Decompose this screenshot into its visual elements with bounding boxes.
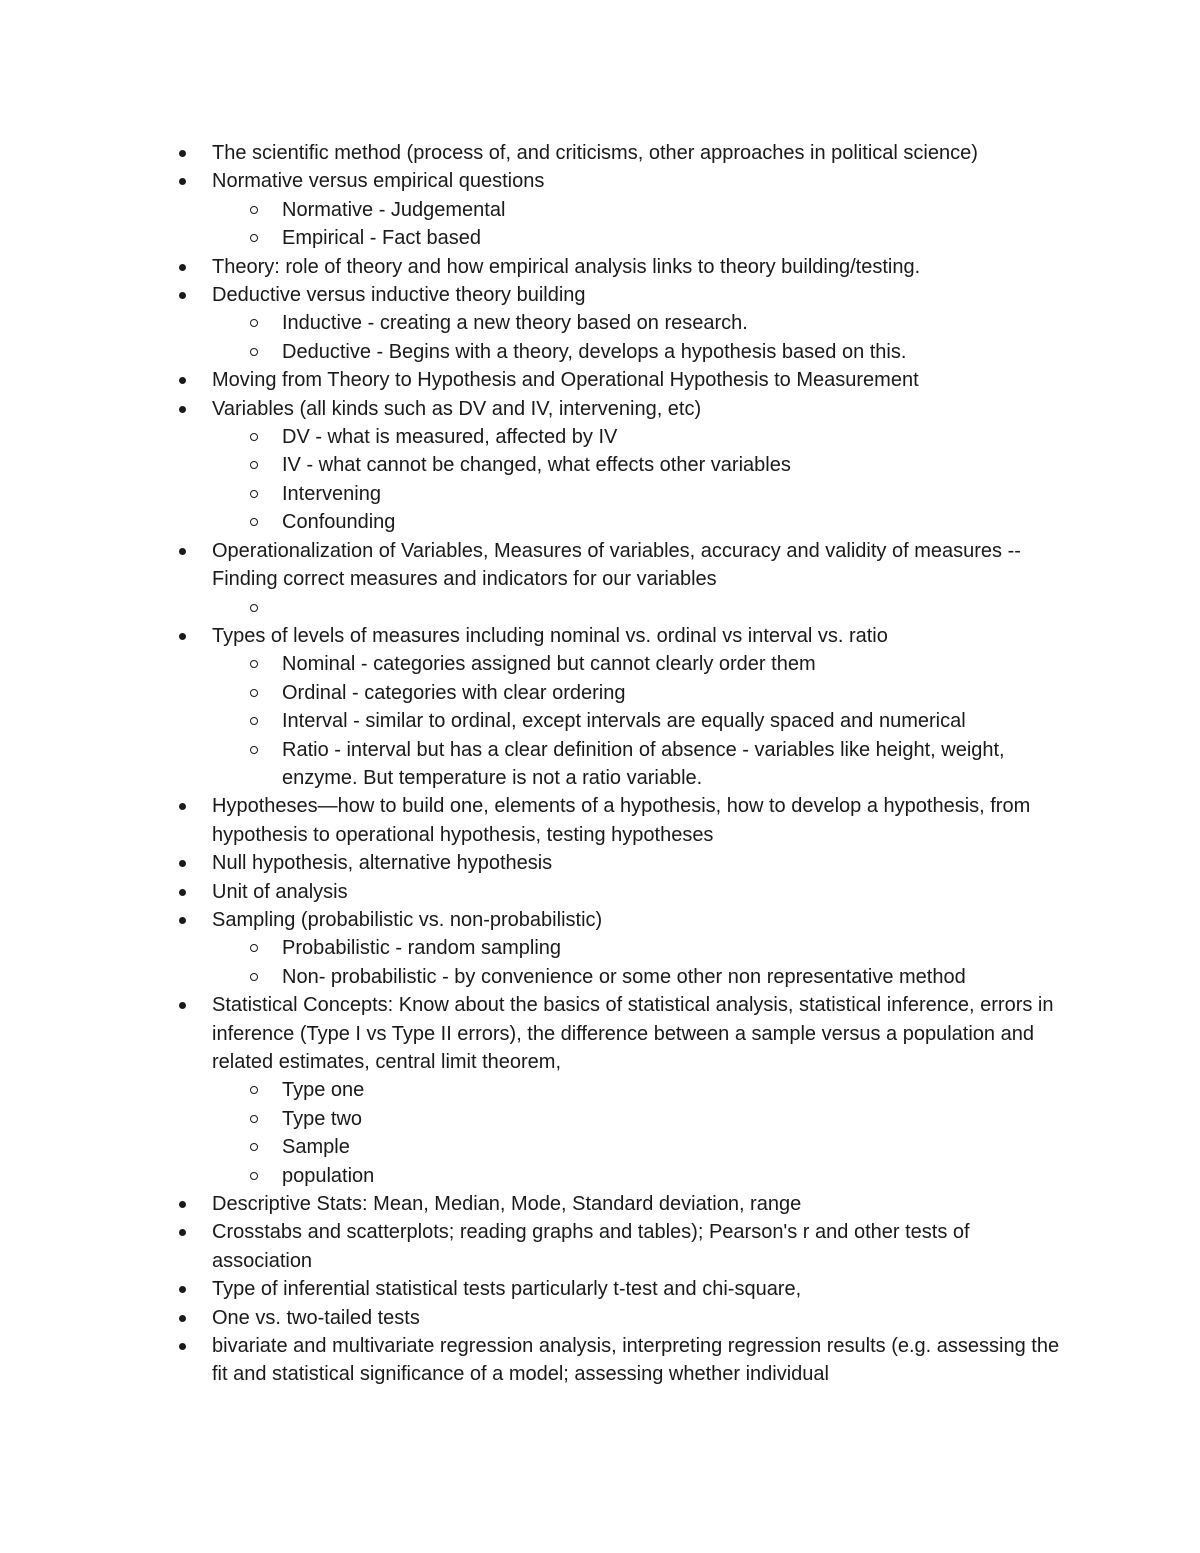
list-item-text: Statistical Concepts: Know about the basics of statistical analysis, statistical inference, errors in inference (Type I vs Type II errors), the difference between a sample versus a population and related estimates, central limit theorem,: [212, 994, 1054, 1073]
list-item: [212, 878, 1062, 906]
study-guide-list: [212, 139, 1062, 1389]
list-item-text: The scientific method (process of, and criticisms, other approaches in political science): [212, 142, 978, 164]
sub-list-item: [282, 196, 1062, 224]
sub-list-item-text: Sample: [282, 1136, 350, 1159]
list-item-text: Sampling (probabilistic vs. non-probabilistic): [212, 908, 603, 931]
sub-list-item-text: Deductive - Begins with a theory, develops a hypothesis based on this.: [282, 340, 907, 363]
sub-list: [212, 934, 1062, 991]
sub-list-item: [282, 338, 1062, 366]
sub-list-item: [282, 707, 1062, 735]
sub-list-item: [282, 508, 1062, 536]
list-item: [212, 849, 1062, 877]
list-item-text: Variables (all kinds such as DV and IV, intervening, etc): [212, 397, 702, 420]
sub-list: [212, 594, 1062, 622]
sub-list-item: [282, 736, 1062, 793]
list-item-text: Types of levels of measures including nominal vs. ordinal vs interval vs. ratio: [212, 624, 888, 647]
sub-list-item-text: Ordinal - categories with clear ordering: [282, 681, 626, 704]
sub-list: [212, 650, 1062, 792]
sub-list-item: [282, 1133, 1062, 1161]
sub-list-item: [282, 679, 1062, 707]
sub-list-item-text: Type two: [282, 1107, 363, 1130]
list-item: [212, 1304, 1062, 1332]
list-item-text: Theory: role of theory and how empirical analysis links to theory building/testing.: [212, 255, 921, 278]
list-item-text: Deductive versus inductive theory building: [212, 284, 586, 307]
sub-list-item-text: Interval - similar to ordinal, except intervals are equally spaced and numerical: [282, 710, 966, 733]
list-item: [212, 1275, 1062, 1303]
list-item: [212, 167, 1062, 252]
sub-list: [212, 423, 1062, 537]
list-item-text: Crosstabs and scatterplots; reading graphs and tables); Pearson's r and other tests of association: [212, 1221, 970, 1272]
sub-list: [212, 1076, 1062, 1190]
document-content: [212, 139, 1062, 1389]
sub-list: [212, 309, 1062, 366]
list-item: [212, 622, 1062, 792]
list-item: [212, 1190, 1062, 1218]
sub-list-item-text: population: [282, 1164, 375, 1187]
list-item-text: Moving from Theory to Hypothesis and Operational Hypothesis to Measurement: [212, 369, 919, 392]
sub-list-item: [282, 1162, 1062, 1190]
sub-list-item: [282, 1076, 1062, 1104]
list-item-text: One vs. two-tailed tests: [212, 1306, 420, 1329]
list-item-text: bivariate and multivariate regression analysis, interpreting regression results (e.g. assessing the fit and statistical significance of a model; assessing whether individual: [212, 1335, 1060, 1386]
sub-list-item: [282, 224, 1062, 252]
sub-list-item-text: Normative - Judgemental: [282, 198, 506, 221]
list-item: [212, 991, 1062, 1190]
sub-list-item-text: Intervening: [282, 482, 381, 505]
sub-list-item-text: Non- probabilistic - by convenience or some other non representative method: [282, 965, 966, 988]
list-item-text: Type of inferential statistical tests particularly t-test and chi-square,: [212, 1278, 802, 1301]
list-item-text: Normative versus empirical questions: [212, 170, 545, 193]
sub-list-item-text: Ratio - interval but has a clear definition of absence - variables like height, weight, enzyme. But temperature is not a ratio variable.: [282, 738, 1005, 789]
sub-list-item: [282, 650, 1062, 678]
sub-list-item: [282, 423, 1062, 451]
list-item: [212, 281, 1062, 366]
sub-list-item: [282, 934, 1062, 962]
sub-list-item-text: DV - what is measured, affected by IV: [282, 426, 618, 449]
list-item-text: Unit of analysis: [212, 880, 348, 903]
list-item: [212, 253, 1062, 281]
sub-list-item: [282, 480, 1062, 508]
list-item: [212, 366, 1062, 394]
sub-list-item: [282, 963, 1062, 991]
list-item-text: Descriptive Stats: Mean, Median, Mode, Standard deviation, range: [212, 1193, 802, 1216]
sub-list-item-text: Nominal - categories assigned but cannot clearly order them: [282, 653, 816, 676]
sub-list-item-text: Confounding: [282, 511, 396, 534]
sub-list-item-text: Type one: [282, 1079, 365, 1102]
list-item: [212, 1218, 1062, 1275]
sub-list-item: [282, 594, 1062, 622]
sub-list: [212, 196, 1062, 253]
sub-list-item-text: Probabilistic - random sampling: [282, 937, 562, 960]
list-item: [212, 792, 1062, 849]
sub-list-item-text: Empirical - Fact based: [282, 227, 481, 250]
list-item-text: Null hypothesis, alternative hypothesis: [212, 852, 553, 875]
list-item: [212, 395, 1062, 537]
sub-list-item-text: Inductive - creating a new theory based on research.: [282, 312, 748, 335]
list-item: [212, 139, 1062, 167]
sub-list-item-text: IV - what cannot be changed, what effects other variables: [282, 454, 791, 477]
list-item-text: Operationalization of Variables, Measures of variables, accuracy and validity of measures --Finding correct measures and indicators for our variables: [212, 539, 1021, 591]
list-item: [212, 537, 1062, 622]
sub-list-item: [282, 1105, 1062, 1133]
list-item: [212, 906, 1062, 991]
sub-list-item: [282, 451, 1062, 479]
sub-list-item: [282, 309, 1062, 337]
list-item: [212, 1332, 1062, 1389]
list-item-text: Hypotheses—how to build one, elements of a hypothesis, how to develop a hypothesis, from hypothesis to operational hypothesis, testing hypotheses: [212, 795, 1031, 846]
